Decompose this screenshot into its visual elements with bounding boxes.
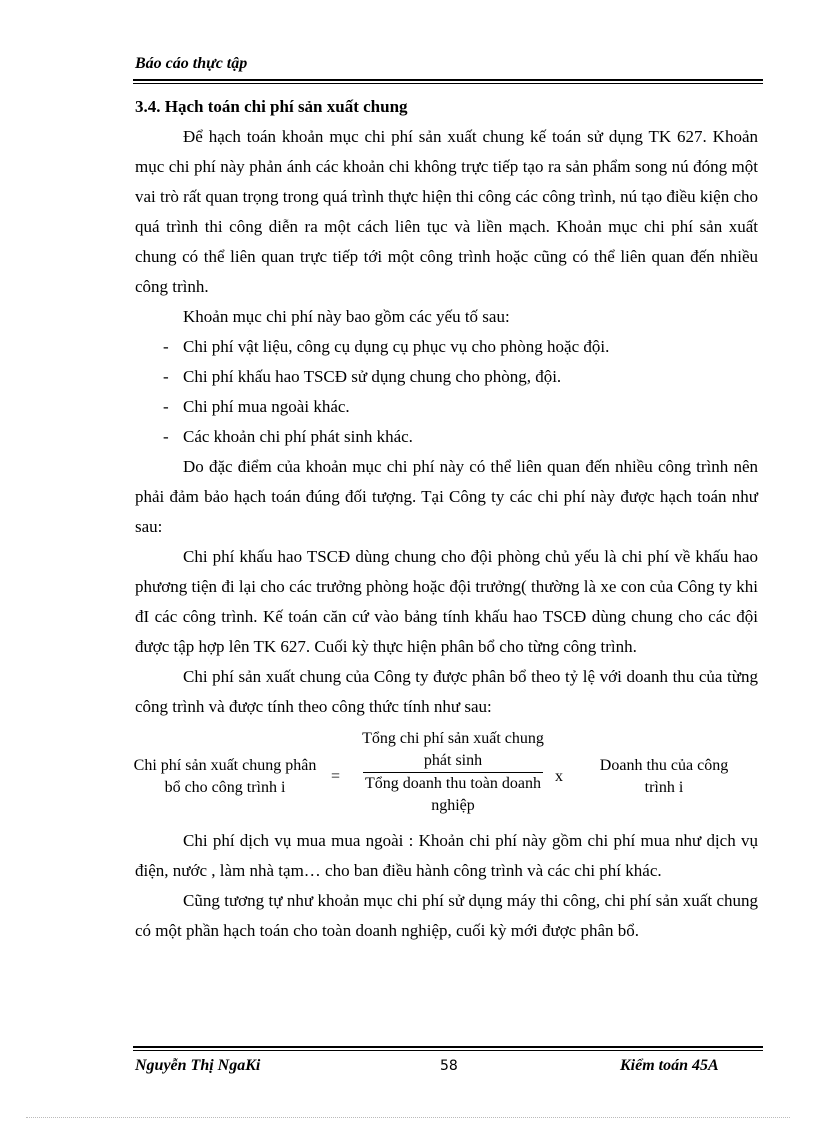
footer-class-name: Kiểm toán 45A — [620, 1057, 719, 1074]
characteristics-paragraph: Do đặc điểm của khoản mục chi phí này có thể liên quan đến nhiều công trình nên phải đảm bảo hạch toán đúng đối tượng. Tại Công ty các chi phí này được hạch toán như sau: — [135, 457, 758, 536]
cost-items-list — [135, 332, 758, 452]
allocation-formula — [135, 728, 758, 822]
list-item: - Các khoản chi phí phát sinh khác. — [135, 422, 758, 452]
similar-paragraph: Cũng tương tự như khoản mục chi phí sử dụng máy thi công, chi phí sản xuất chung có một phần hạch toán cho toàn doanh nghiệp, cuối kỳ mới được phân bổ. — [135, 891, 758, 940]
main-content — [135, 92, 758, 946]
header-divider — [133, 79, 763, 84]
header-title: Báo cáo thực tập — [135, 55, 248, 72]
bullet-dash: - — [163, 427, 169, 446]
formula-times-sign: x — [555, 768, 563, 785]
list-intro-paragraph: Khoản mục chi phí này bao gồm các yếu tố sau: — [183, 307, 510, 326]
bullet-dash: - — [163, 367, 169, 386]
services-paragraph: Chi phí dịch vụ mua mua ngoài : Khoản chi phí này gồm chi phí mua như dịch vụ điện, nước , làm nhà tạm… cho ban điều hành công trình và các chi phí khác. — [135, 831, 758, 880]
formula-equals-sign: = — [331, 768, 341, 785]
section-heading: 3.4. Hạch toán chi phí sản xuất chung — [135, 97, 408, 116]
formula-denominator: Tổng doanh thu toàn doanh nghiệp — [365, 775, 541, 814]
page-edge-divider — [26, 1117, 790, 1118]
list-item: - Chi phí mua ngoài khác. — [135, 392, 758, 422]
list-item: - Chi phí khấu hao TSCĐ sử dụng chung cho phòng, đội. — [135, 362, 758, 392]
bullet-dash: - — [163, 337, 169, 356]
formula-right-term: Doanh thu của công trình i — [599, 757, 729, 796]
intro-paragraph: Để hạch toán khoản mục chi phí sản xuất chung kế toán sử dụng TK 627. Khoản mục chi phí này phản ánh các khoản chi không trực tiếp tạo ra sản phẩm song nú đóng một vai trò rất quan trọng trong quá trình thực hiện thi công các công trình, nú tạo điều kiện cho quá trình thi công diễn ra một cách liên tục và liền mạch. Khoản mục chi phí sản xuất chung có thể liên quan trực tiếp tới một công trình hoặc cũng có thể liên quan đến nhiều công trình. — [135, 127, 758, 296]
list-item: - Chi phí vật liệu, công cụ dụng cụ phục vụ cho phòng hoặc đội. — [135, 332, 758, 362]
bullet-dash: - — [163, 397, 169, 416]
page-number: 58 — [440, 1058, 458, 1074]
formula-left-term: Chi phí sản xuất chung phân bổ cho công trình i — [133, 757, 317, 796]
formula-fraction — [359, 728, 547, 817]
formula-numerator: Tổng chi phí sản xuất chung phát sinh — [362, 730, 544, 769]
depreciation-paragraph: Chi phí khấu hao TSCĐ dùng chung cho đội phòng chủ yếu là chi phí về khấu hao phương tiện đi lại cho các trưởng phòng hoặc đội trưởng( thường là xe con của Công ty khi đI các công trình. Kế toán căn cứ vào bảng tính khấu hao TSCĐ dùng chung cho các đội được tập hợp lên TK 627. Cuối kỳ thực hiện phân bổ cho từng công trình. — [135, 547, 758, 656]
footer-author: Nguyễn Thị NgaKi — [135, 1057, 261, 1074]
footer-divider — [133, 1046, 763, 1051]
allocation-paragraph: Chi phí sản xuất chung của Công ty được phân bổ theo tỷ lệ với doanh thu của từng công trình và được tính theo công thức tính như sau: — [135, 667, 758, 716]
